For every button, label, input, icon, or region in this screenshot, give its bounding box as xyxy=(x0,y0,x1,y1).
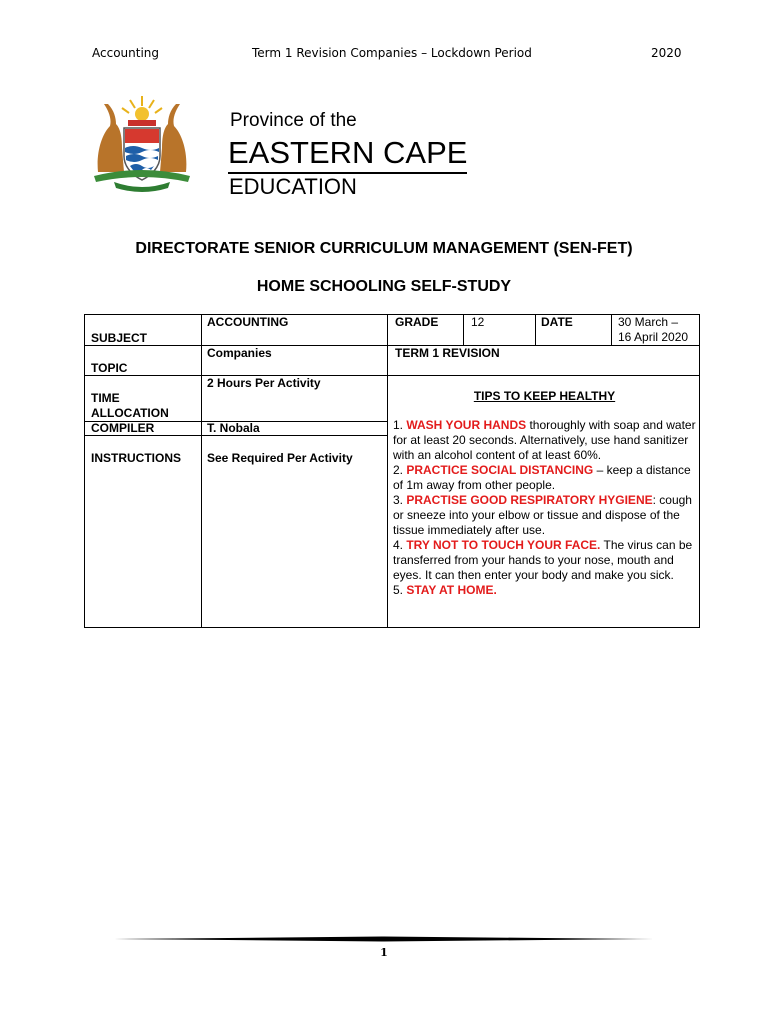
tip-2 xyxy=(393,463,697,493)
tip-3-highlight: PRACTISE GOOD RESPIRATORY HYGIENE xyxy=(406,493,653,507)
tip-4-text: The virus can be transferred from your hands to your nose, mouth and eyes. It can then enter your body and make you sick. xyxy=(393,538,693,582)
topic-label: TOPIC xyxy=(91,361,128,375)
header-subject: Accounting xyxy=(92,46,160,60)
tip-3 xyxy=(393,493,697,538)
header-year: 2020 xyxy=(651,46,682,60)
education-label: EDUCATION xyxy=(229,174,357,199)
tip-4-number: 4. xyxy=(393,538,407,552)
tips-list xyxy=(393,418,697,598)
compiler-label: COMPILER xyxy=(91,421,155,435)
eastern-cape-label: EASTERN CAPE xyxy=(228,136,467,174)
date-value-line2: 16 April 2020 xyxy=(618,330,689,344)
footer-divider xyxy=(114,936,654,942)
tips-title: TIPS TO KEEP HEALTHY xyxy=(473,389,616,403)
time-label-line2: ALLOCATION xyxy=(91,406,169,420)
tip-1-highlight: WASH YOUR HANDS xyxy=(406,418,527,432)
time-value: 2 Hours Per Activity xyxy=(207,376,321,390)
grade-value: 12 xyxy=(471,315,485,329)
header-title: Term 1 Revision Companies – Lockdown Period xyxy=(252,46,532,60)
tip-1-number: 1. xyxy=(393,418,407,432)
tip-4-highlight: TRY NOT TO TOUCH YOUR FACE. xyxy=(406,538,601,552)
tip-2-text: – keep a distance of 1m away from other people. xyxy=(393,463,691,492)
time-label-line1: TIME xyxy=(91,391,120,405)
page-number: 1 xyxy=(380,946,388,959)
tip-3-number: 3. xyxy=(393,493,407,507)
coat-of-arms-icon xyxy=(88,92,196,192)
directorate-heading: DIRECTORATE SENIOR CURRICULUM MANAGEMENT (SEN-FET) xyxy=(135,240,633,257)
home-schooling-heading: HOME SCHOOLING SELF-STUDY xyxy=(256,278,512,295)
subject-label: SUBJECT xyxy=(91,331,148,345)
tip-5 xyxy=(393,583,697,598)
tip-3-text: : cough or sneeze into your elbow or tissue and dispose of the tissue immediately after use. xyxy=(393,493,692,537)
province-label: Province of the xyxy=(230,110,357,131)
tip-4 xyxy=(393,538,697,583)
tip-5-number: 5. xyxy=(393,583,407,597)
topic-value: Companies xyxy=(207,346,272,360)
date-value-line1: 30 March – xyxy=(618,315,679,329)
tip-2-number: 2. xyxy=(393,463,407,477)
tip-1 xyxy=(393,418,697,463)
grade-label: GRADE xyxy=(395,315,439,329)
tip-5-highlight: STAY AT HOME. xyxy=(406,583,497,597)
date-label: DATE xyxy=(541,315,573,329)
instructions-label: INSTRUCTIONS xyxy=(91,451,181,465)
instructions-value: See Required Per Activity xyxy=(207,451,353,465)
tip-2-highlight: PRACTICE SOCIAL DISTANCING xyxy=(406,463,594,477)
subject-value: ACCOUNTING xyxy=(207,315,289,329)
tip-1-text: thoroughly with soap and water for at least 20 seconds. Alternatively, use hand sanitizer with an alcohol content of at least 60%. xyxy=(393,418,696,462)
compiler-value: T. Nobala xyxy=(207,421,260,435)
term-value: TERM 1 REVISION xyxy=(395,346,500,360)
